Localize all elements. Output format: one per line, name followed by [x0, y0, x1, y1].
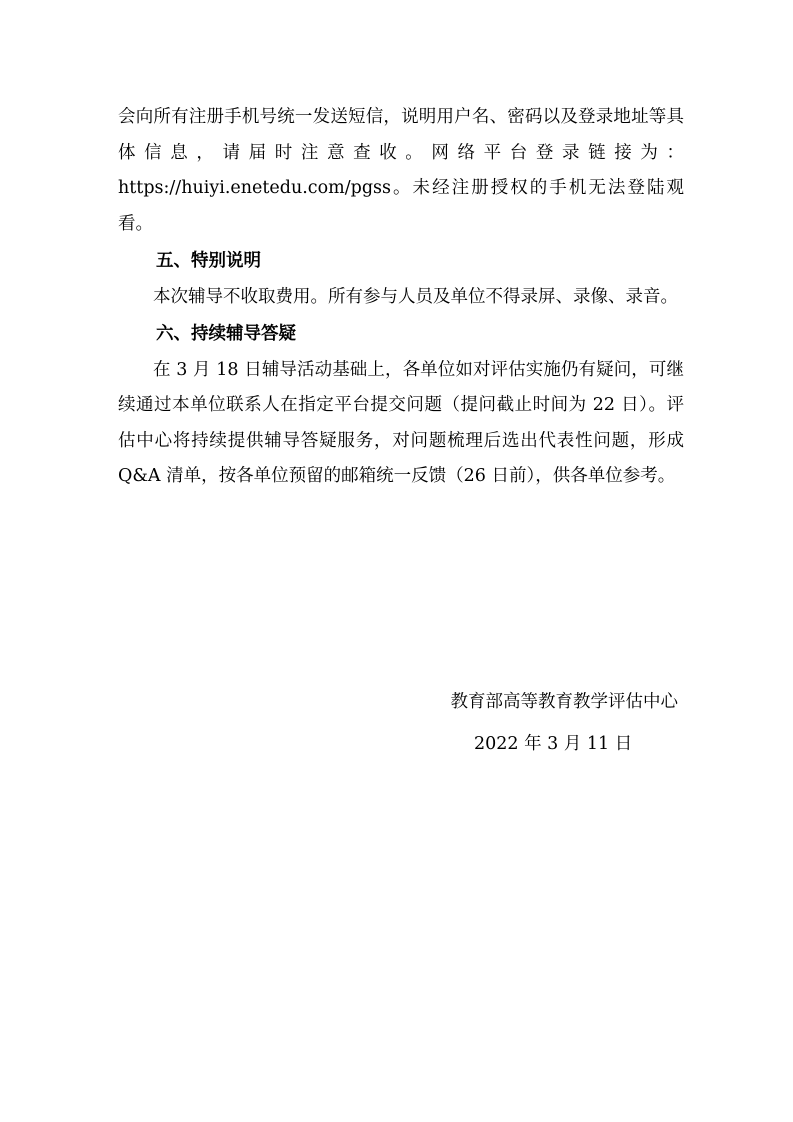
paragraph-login-info: 会向所有注册手机号统一发送短信，说明用户名、密码以及登录地址等具体信息，请届时注意查收。网络平台登录链接为：https://huiyi.enetedu.com/pgss。未经注册授权的手机无法登陆观看。	[118, 107, 684, 234]
section-5-heading: 五、特别说明	[156, 251, 261, 271]
section-6-heading: 六、持续辅导答疑	[156, 324, 296, 344]
section-5-body: 本次辅导不收取费用。所有参与人员及单位不得录屏、录像、录音。	[153, 286, 678, 307]
section-6-body: 在 3 月 18 日辅导活动基础上，各单位如对评估实施仍有疑问，可继续通过本单位联系人在指定平台提交问题（提问截止时间为 22 日）。评估中心将持续提供辅导答疑服务，对问题梳理后选出代表性问题，形成 Q&A 清单，按各单位预留的邮箱统一反馈（26 日前），供各单位参考。	[118, 359, 684, 486]
signature-organization: 教育部高等教育教学评估中心	[450, 692, 678, 712]
document-body	[118, 100, 684, 495]
signature-date: 2022 年 3 月 11 日	[474, 734, 633, 754]
